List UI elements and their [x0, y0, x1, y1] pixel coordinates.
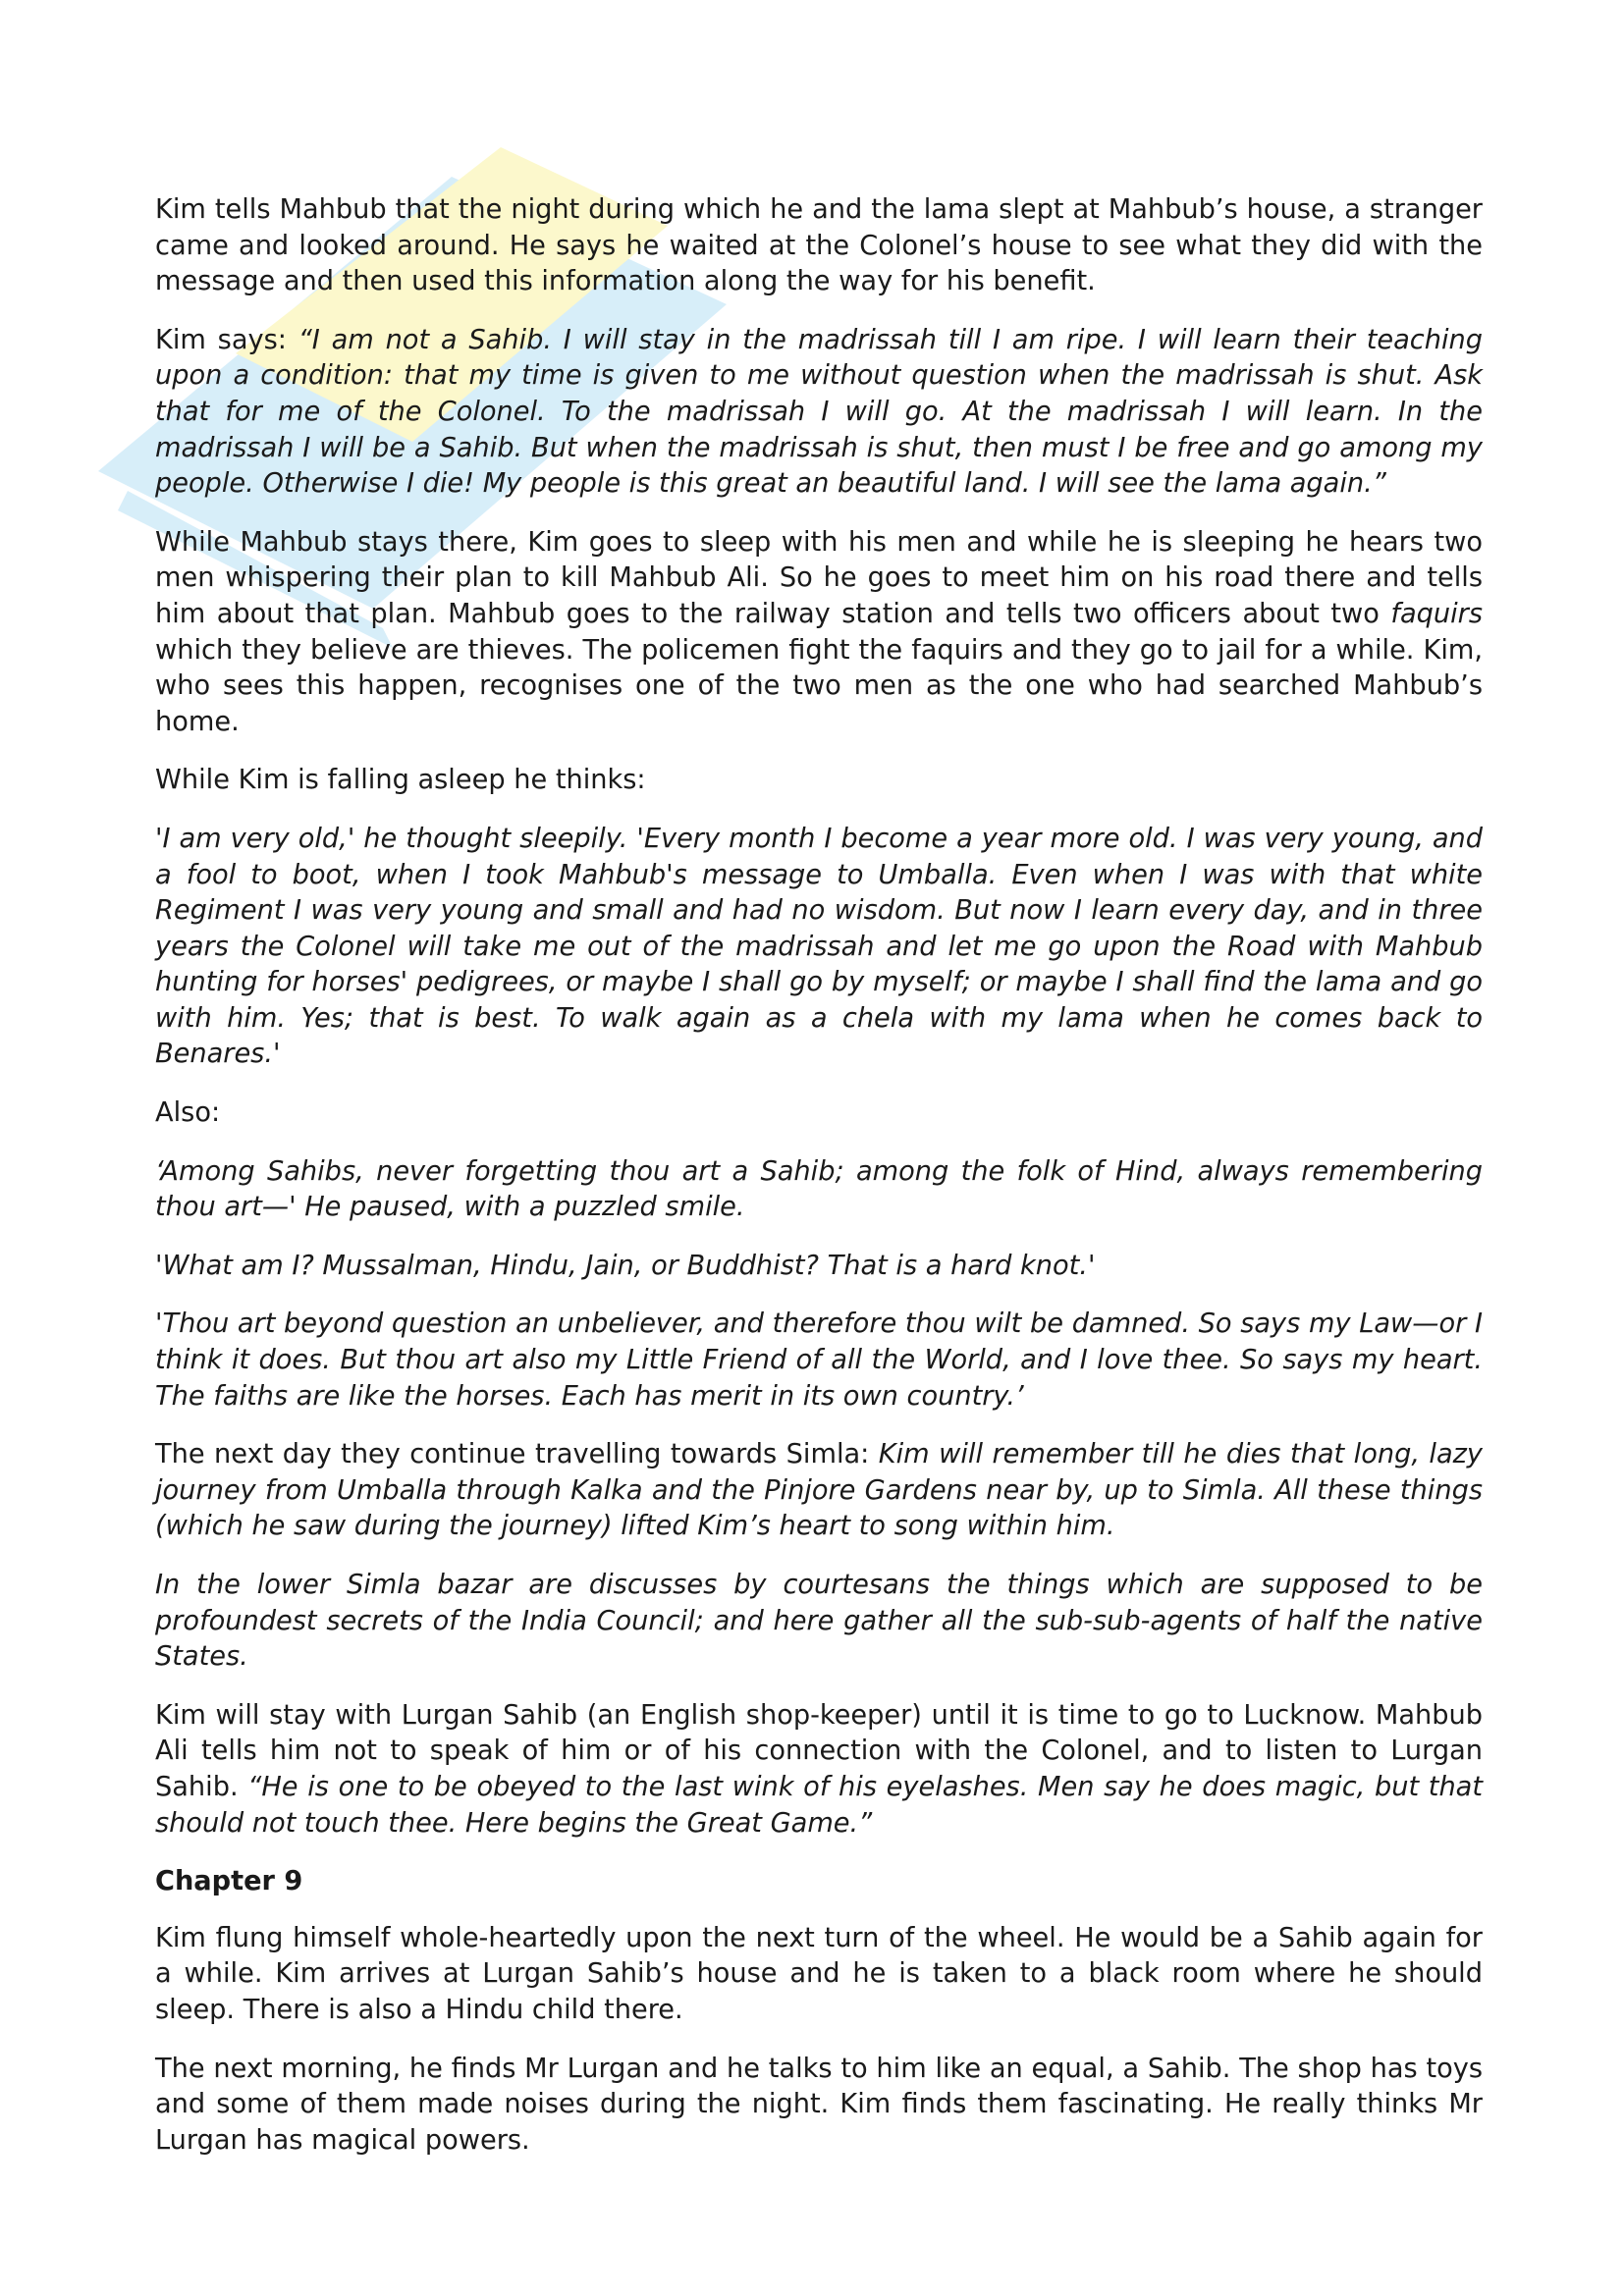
- paragraph-2: [155, 323, 1483, 503]
- paragraph-7-quote: ‘Among Sahibs, never forgetting thou art a Sahib; among the folk of Hind, always remembering thou art—' He paused, with a puzzled smile.: [155, 1155, 1483, 1223]
- paragraph-10-lead: The next day they continue travelling towards Simla:: [155, 1439, 879, 1470]
- paragraph-9-quote: 'Thou art beyond question an unbeliever, and therefore thou wilt be damned. So says my Law—or I think it does. But thou art also my Little Friend of all the World, and I love thee. So says my heart. The faiths are like the horses. Each has merit in its own country.’: [155, 1308, 1483, 1412]
- paragraph-3-part-b: which they believe are thieves. The policemen fight the faquirs and they go to jail for a while. Kim, who sees this happen, recognises one of the two men as the one who had searched Mahbub’s home.: [155, 634, 1483, 737]
- paragraph-13: Kim flung himself whole-heartedly upon the next turn of the wheel. He would be a Sahib again for a while. Kim arrives at Lurgan Sahib’s house and he is taken to a black room where he should sleep. There is also a Hindu child there.: [155, 1922, 1483, 2025]
- paragraph-6: Also:: [155, 1097, 221, 1129]
- paragraph-3-part-a: While Mahbub stays there, Kim goes to sleep with his men and while he is sleeping he hears two men whispering their plan to kill Mahbub Ali. So he goes to meet him on his road there and tells him about that plan. Mahbub goes to the railway station and tells two officers about two: [155, 526, 1483, 629]
- paragraph-2-quote: “I am not a Sahib. I will stay in the madrissah till I am ripe. I will learn their teaching upon a condition: that my time is given to me without question when the madrissah is shut. Ask that for me of the Colonel. To the madrissah I will go. At the madrissah I will learn. In the madrissah I will be a Sahib. But when the madrissah is shut, then must I be free and go among my people. Otherwise I die! My people is this great an beautiful land. I will see the lama again.”: [155, 324, 1484, 500]
- paragraph-10: [155, 1437, 1483, 1545]
- paragraph-11-quote: In the lower Simla bazar are discusses by courtesans the things which are supposed to be profoundest secrets of the India Council; and here gather all the sub-sub-agents of half the native States.: [155, 1570, 1483, 1673]
- paragraph-5-quote: 'I am very old,' he thought sleepily. 'Every month I become a year more old. I was very young, and a fool to boot, when I took Mahbub's message to Umballa. Even when I was with that white Regiment I was very young and small and had no wisdom. But now I learn every day, and in three years the Colonel will take me out of the madrissah and let me go upon the Road with Mahbub hunting for horses' pedigrees, or maybe I shall go by myself; or maybe I shall find the lama and go with him. Yes; that is best. To walk again as a chela with my lama when he comes back to Benares.': [155, 823, 1483, 1070]
- paragraph-3: [155, 525, 1483, 741]
- paragraph-10-italic: Kim will remember till he dies that long, lazy journey from Umballa through Kalka and the Pinjore Gardens near by, up to Simla. All these things (which he saw during the journey) lifted Kim’s heart to song within him.: [155, 1439, 1483, 1542]
- paragraph-4: While Kim is falling asleep he thinks:: [155, 765, 646, 796]
- paragraph-8-quote: 'What am I? Mussalman, Hindu, Jain, or Buddhist? That is a hard knot.': [155, 1250, 1096, 1281]
- paragraph-1: Kim tells Mahbub that the night during which he and the lama slept at Mahbub’s house, a stranger came and looked around. He says he waited at the Colonel’s house to see what they did with the message and then used this information along the way for his benefit.: [155, 194, 1483, 297]
- document-body: [155, 192, 1483, 2181]
- chapter-heading: Chapter 9: [155, 1866, 303, 1897]
- paragraph-14: The next morning, he finds Mr Lurgan and he talks to him like an equal, a Sahib. The shop has toys and some of them made noises during the night. Kim finds them fascinating. He really thinks Mr Lurgan has magical powers.: [155, 2053, 1483, 2156]
- paragraph-12: [155, 1698, 1483, 1842]
- paragraph-3-italic-word: faquirs: [1390, 598, 1483, 629]
- paragraph-12-italic: “He is one to be obeyed to the last wink of his eyelashes. Men say he does magic, but that should not touch thee. Here begins the Great Game.”: [155, 1771, 1483, 1839]
- paragraph-2-lead: Kim says:: [155, 324, 298, 355]
- paragraph-12-lead: Kim will stay with Lurgan Sahib (an English shop-keeper) until it is time to go to Lucknow. Mahbub Ali tells him not to speak of him or of his connection with the Colonel, and to listen to Lurgan Sahib.: [155, 1699, 1483, 1802]
